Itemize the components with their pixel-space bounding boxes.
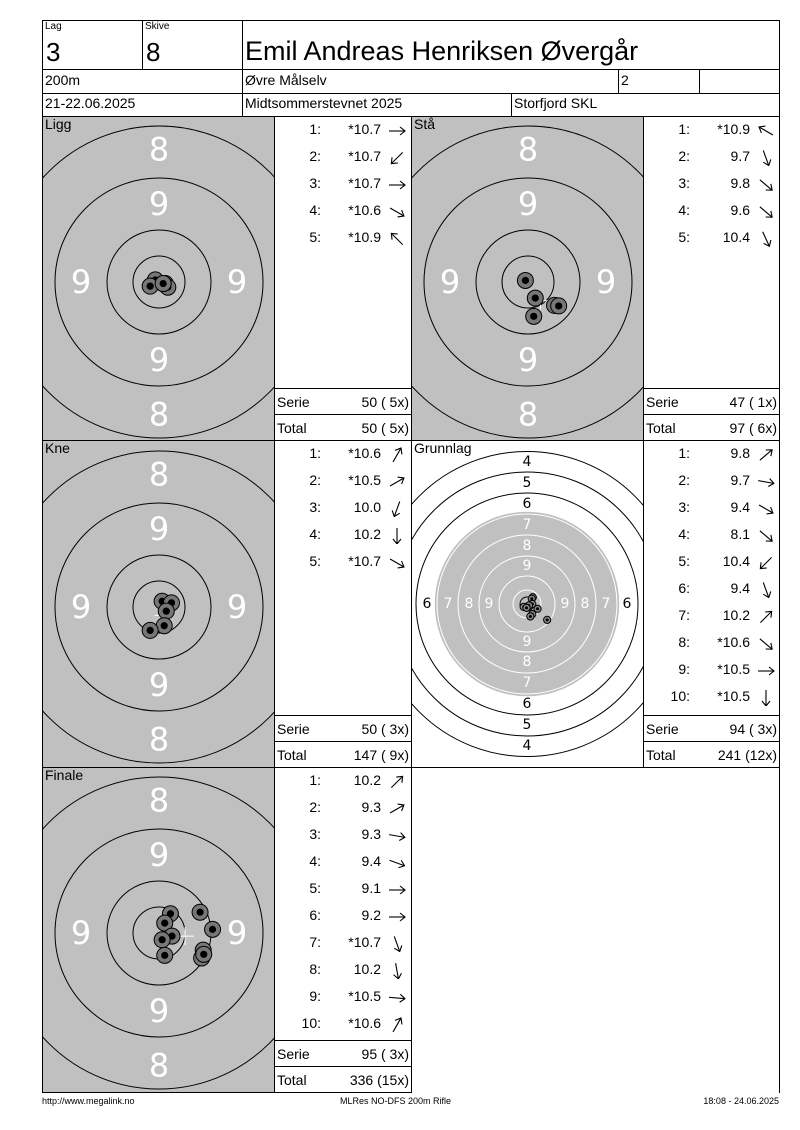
direction-arrow-icon	[387, 123, 407, 139]
ring-label-left-8: 8	[464, 596, 474, 612]
shot-value: *10.9	[348, 229, 381, 245]
staa-shot-row-4	[644, 202, 780, 222]
ring-label-bottom-5: 5	[522, 717, 532, 733]
event-cell	[242, 93, 512, 117]
lag-value: 3	[46, 37, 61, 67]
shot-number: 9:	[309, 988, 321, 1004]
impact-core-10	[200, 951, 207, 958]
shot-number: 4:	[678, 202, 690, 218]
shot-value: 9.4	[361, 853, 381, 869]
ligg-title: Ligg	[45, 116, 72, 132]
ring-label-left-7: 7	[443, 596, 453, 612]
finale-serie-label: Serie	[277, 1046, 310, 1062]
host-cell	[511, 93, 780, 117]
ring-label-9-left: 9	[70, 914, 92, 952]
staa-shot-row-5	[644, 229, 780, 249]
ligg-total-value: 50 ( 5x)	[361, 420, 409, 436]
shot-value: *10.7	[348, 934, 381, 950]
skive-cell	[142, 20, 243, 70]
shot-number: 2:	[309, 148, 321, 164]
direction-arrow-icon	[387, 990, 407, 1006]
kne-shot-row-3	[275, 499, 411, 519]
shot-value: 9.4	[730, 499, 750, 515]
impact-core-2	[147, 283, 154, 290]
direction-arrow-icon	[387, 801, 407, 817]
ring-label-bottom-9: 9	[522, 634, 532, 650]
grunnlag-title: Grunnlag	[414, 440, 472, 456]
kne-shot-row-2	[275, 472, 411, 492]
staa-target-cell	[411, 116, 644, 441]
kne-total-row	[275, 741, 411, 767]
host-club: Storfjord SKL	[514, 95, 598, 111]
finale-shot-row-6	[275, 907, 411, 927]
finale-serie-value: 95 ( 3x)	[361, 1046, 409, 1062]
finale-shot-row-3	[275, 826, 411, 846]
skive-label: Skive	[145, 21, 170, 32]
shot-number: 1:	[678, 121, 690, 137]
grunnlag-total-value: 241 (12x)	[717, 747, 777, 763]
shot-number: 7:	[309, 934, 321, 950]
ligg-shot-row-4	[275, 202, 411, 222]
shot-value: 9.1	[361, 880, 381, 896]
direction-arrow-icon	[756, 177, 776, 193]
shot-number: 4:	[309, 202, 321, 218]
direction-arrow-icon	[756, 528, 776, 544]
finale-shot-row-1	[275, 772, 411, 792]
staa-serie-label: Serie	[646, 394, 679, 410]
impact-core-9	[525, 606, 528, 609]
ring-label-9-right: 9	[226, 914, 248, 952]
direction-arrow-icon	[756, 231, 776, 247]
ring-label-right-6: 6	[622, 596, 632, 612]
ligg-shot-row-3	[275, 175, 411, 195]
ring-label-left-6: 6	[422, 596, 432, 612]
direction-arrow-icon	[756, 204, 776, 220]
ring-label-bottom-4: 4	[522, 738, 532, 754]
shot-value: 9.3	[361, 826, 381, 842]
shot-number: 3:	[309, 175, 321, 191]
shot-number: 9:	[678, 661, 690, 677]
finale-shots-cell	[274, 767, 412, 1093]
shot-value: *10.5	[348, 988, 381, 1004]
shot-number: 5:	[309, 880, 321, 896]
ligg-total-label: Total	[277, 420, 307, 436]
grunnlag-shot-row-8	[644, 634, 780, 654]
shot-value: 10.2	[353, 772, 381, 788]
impact-core-4	[161, 622, 168, 629]
ring-label-9-left: 9	[439, 263, 461, 301]
distance: 200m	[45, 72, 81, 88]
staa-serie-value: 47 ( 1x)	[729, 394, 777, 410]
direction-arrow-icon	[387, 828, 407, 844]
staa-serie-row	[644, 388, 779, 414]
staa-total-row	[644, 414, 779, 440]
direction-arrow-icon	[756, 501, 776, 517]
lag-cell	[42, 20, 143, 70]
shot-value: 9.3	[361, 799, 381, 815]
direction-arrow-icon	[387, 555, 407, 571]
ring-label-right-7: 7	[601, 596, 611, 612]
direction-arrow-icon	[756, 447, 776, 463]
kne-shots-cell	[274, 440, 412, 768]
impact-core-2	[532, 295, 539, 302]
staa-shot-row-1	[644, 121, 780, 141]
impact-core-2	[161, 920, 168, 927]
grunnlag-shot-row-3	[644, 499, 780, 519]
direction-arrow-icon	[756, 582, 776, 598]
grunnlag-shot-row-9	[644, 661, 780, 681]
grunnlag-serie-value: 94 ( 3x)	[729, 721, 777, 737]
ring-label-9-left: 9	[70, 263, 92, 301]
shot-value: 9.8	[730, 445, 750, 461]
ligg-shot-row-5	[275, 229, 411, 249]
shot-number: 10:	[670, 688, 690, 704]
shot-value: 8.1	[730, 526, 750, 542]
extra-cell	[699, 69, 780, 94]
shot-number: 5:	[309, 553, 321, 569]
kne-shot-row-1	[275, 445, 411, 465]
shot-value: 9.7	[730, 472, 750, 488]
footer-software: MLRes NO-DFS 200m Rifle	[340, 1096, 452, 1106]
ring-label-bottom-7: 7	[522, 675, 532, 691]
ring-label-bottom-8: 8	[522, 654, 532, 670]
ring-label-right-8: 8	[580, 596, 590, 612]
impact-core-5	[530, 313, 537, 320]
shot-number: 4:	[309, 853, 321, 869]
grunnlag-serie-row	[644, 715, 779, 741]
ring-label-top-9: 9	[522, 558, 532, 574]
grunnlag-serie-label: Serie	[646, 721, 679, 737]
ring-label-9-right: 9	[226, 588, 248, 626]
shot-value: 9.8	[730, 175, 750, 191]
shot-number: 1:	[309, 445, 321, 461]
impact-core-2	[530, 597, 533, 600]
ligg-shot-row-1	[275, 121, 411, 141]
shot-value: 9.2	[361, 907, 381, 923]
direction-arrow-icon	[756, 663, 776, 679]
direction-arrow-icon	[387, 474, 407, 490]
shot-value: *10.7	[348, 121, 381, 137]
shot-number: 7:	[678, 607, 690, 623]
shot-number: 3:	[309, 499, 321, 515]
impact-core-6	[196, 909, 203, 916]
shot-value: 9.7	[730, 148, 750, 164]
finale-target-cell	[42, 767, 275, 1093]
impact-core-10	[546, 618, 549, 621]
footer-url[interactable]: http://www.megalink.no	[42, 1096, 135, 1106]
staa-shot-row-3	[644, 175, 780, 195]
direction-arrow-icon	[387, 774, 407, 790]
finale-total-label: Total	[277, 1072, 307, 1088]
impact-core-3	[163, 608, 170, 615]
shot-value: *10.5	[717, 688, 750, 704]
impact-core-8	[529, 615, 532, 618]
shot-number: 3:	[309, 826, 321, 842]
shot-value: 10.2	[353, 961, 381, 977]
direction-arrow-icon	[387, 963, 407, 979]
shot-value: 9.4	[730, 580, 750, 596]
direction-arrow-icon	[756, 474, 776, 490]
shot-number: 2:	[678, 472, 690, 488]
direction-arrow-icon	[387, 936, 407, 952]
date-cell	[42, 93, 243, 117]
shot-value: *10.9	[717, 121, 750, 137]
ring-label-9-bottom: 9	[517, 341, 539, 379]
ring-label-9-bottom: 9	[148, 341, 170, 379]
impact-core-6	[536, 607, 539, 610]
ring-label-8-bottom: 8	[148, 1046, 170, 1085]
shot-value: *10.6	[348, 202, 381, 218]
ligg-total-row	[275, 414, 411, 440]
finale-shot-row-10	[275, 1015, 411, 1035]
kne-serie-label: Serie	[277, 721, 310, 737]
ring-label-top-7: 7	[522, 517, 532, 533]
staa-title: Stå	[414, 116, 436, 132]
footer-timestamp: 18:08 - 24.06.2025	[703, 1096, 779, 1106]
shot-value: *10.7	[348, 553, 381, 569]
ring-label-top-4: 4	[522, 454, 532, 470]
shot-value: 10.4	[722, 229, 750, 245]
grunnlag-shot-row-1	[644, 445, 780, 465]
shot-number: 8:	[678, 634, 690, 650]
ring-label-9-bottom: 9	[148, 666, 170, 704]
shooter-name-cell	[242, 20, 780, 70]
direction-arrow-icon	[387, 150, 407, 166]
grunnlag-shot-row-2	[644, 472, 780, 492]
staa-shots-cell	[643, 116, 780, 441]
shot-value: 10.4	[722, 553, 750, 569]
impact-core-5	[160, 280, 167, 287]
direction-arrow-icon	[756, 690, 776, 706]
ring-label-8-top: 8	[148, 130, 170, 169]
shot-value: 9.6	[730, 202, 750, 218]
direction-arrow-icon	[387, 177, 407, 193]
ligg-serie-row	[275, 388, 411, 414]
kne-shot-row-4	[275, 526, 411, 546]
ring-label-left-9: 9	[484, 596, 494, 612]
staa-shot-row-2	[644, 148, 780, 168]
skive-value: 8	[146, 37, 161, 67]
lag-label: Lag	[45, 21, 62, 32]
shot-number: 2:	[678, 148, 690, 164]
ring-label-bottom-6: 6	[522, 696, 532, 712]
shot-value: *10.6	[348, 445, 381, 461]
finale-shot-row-9	[275, 988, 411, 1008]
shot-number: 2:	[309, 799, 321, 815]
kne-target-cell	[42, 440, 275, 768]
kne-target	[43, 441, 274, 767]
shot-value: 10.2	[722, 607, 750, 623]
direction-arrow-icon	[756, 636, 776, 652]
ligg-shots-cell	[274, 116, 412, 441]
ring-label-8-bottom: 8	[517, 395, 539, 434]
direction-arrow-icon	[387, 1017, 407, 1033]
ring-label-8-bottom: 8	[148, 395, 170, 434]
empty-area	[411, 767, 780, 1093]
club-cell	[242, 69, 619, 94]
finale-title: Finale	[45, 767, 84, 783]
ring-label-8-bottom: 8	[148, 720, 170, 759]
grunnlag-shots-cell	[643, 440, 780, 768]
impact-core-4	[159, 936, 166, 943]
kne-total-label: Total	[277, 747, 307, 763]
shot-number: 10:	[301, 1015, 321, 1031]
ligg-shot-row-2	[275, 148, 411, 168]
kne-title: Kne	[45, 440, 70, 456]
finale-shot-row-7	[275, 934, 411, 954]
ring-label-right-9: 9	[560, 596, 570, 612]
grunnlag-target-cell	[411, 440, 644, 768]
direction-arrow-icon	[387, 204, 407, 220]
shot-number: 4:	[678, 526, 690, 542]
shot-value: 10.0	[353, 499, 381, 515]
finale-total-value: 336 (15x)	[349, 1072, 409, 1088]
ring-label-9-top: 9	[148, 510, 170, 548]
ring-label-9-right: 9	[595, 263, 617, 301]
ligg-serie-value: 50 ( 5x)	[361, 394, 409, 410]
grunnlag-shot-row-5	[644, 553, 780, 573]
direction-arrow-icon	[756, 609, 776, 625]
shot-value: *10.7	[348, 148, 381, 164]
impact-core-7	[209, 926, 216, 933]
shot-value: 10.2	[353, 526, 381, 542]
ring-label-9-bottom: 9	[148, 992, 170, 1030]
shot-number: 4:	[309, 526, 321, 542]
finale-shot-row-5	[275, 880, 411, 900]
ring-label-9-top: 9	[148, 836, 170, 874]
shot-number: 8:	[309, 961, 321, 977]
ring-label-9-top: 9	[148, 185, 170, 223]
ligg-serie-label: Serie	[277, 394, 310, 410]
shot-value: *10.5	[348, 472, 381, 488]
shooter-name: Emil Andreas Henriksen Øvergår	[245, 36, 639, 66]
ligg-target	[43, 117, 274, 440]
direction-arrow-icon	[387, 501, 407, 517]
shot-number: 6:	[678, 580, 690, 596]
grunnlag-total-label: Total	[646, 747, 676, 763]
shot-number: 1:	[678, 445, 690, 461]
ring-label-9-top: 9	[517, 185, 539, 223]
direction-arrow-icon	[387, 882, 407, 898]
kne-shot-row-5	[275, 553, 411, 573]
ring-label-top-6: 6	[522, 496, 532, 512]
shot-number: 5:	[678, 229, 690, 245]
shot-number: 1:	[309, 772, 321, 788]
staa-total-value: 97 ( 6x)	[729, 420, 777, 436]
direction-arrow-icon	[387, 231, 407, 247]
grunnlag-target	[412, 441, 643, 767]
kne-serie-row	[275, 715, 411, 741]
finale-target	[43, 768, 274, 1092]
impact-core-4	[555, 302, 562, 309]
finale-shot-row-2	[275, 799, 411, 819]
ligg-target-cell	[42, 116, 275, 441]
distance-cell	[42, 69, 243, 94]
impact-core-5	[161, 952, 168, 959]
direction-arrow-icon	[387, 528, 407, 544]
finale-shot-row-8	[275, 961, 411, 981]
shot-value: *10.7	[348, 175, 381, 191]
shot-number: 5:	[309, 229, 321, 245]
event-date: 21-22.06.2025	[45, 95, 136, 111]
direction-arrow-icon	[387, 909, 407, 925]
shot-number: 6:	[309, 907, 321, 923]
shot-value: *10.5	[717, 661, 750, 677]
grunnlag-shot-row-6	[644, 580, 780, 600]
shot-number: 2:	[309, 472, 321, 488]
shot-number: 3:	[678, 499, 690, 515]
ring-label-9-left: 9	[70, 588, 92, 626]
ring-label-8-top: 8	[517, 130, 539, 169]
kne-serie-value: 50 ( 3x)	[361, 721, 409, 737]
grunnlag-shot-row-7	[644, 607, 780, 627]
shot-number: 3:	[678, 175, 690, 191]
direction-arrow-icon	[387, 447, 407, 463]
shot-value: *10.6	[717, 634, 750, 650]
shot-number: 5:	[678, 553, 690, 569]
direction-arrow-icon	[387, 855, 407, 871]
finale-total-row	[275, 1066, 411, 1092]
shot-number: 1:	[309, 121, 321, 137]
ring-label-9-right: 9	[226, 263, 248, 301]
impact-core-1	[522, 277, 529, 284]
kne-total-value: 147 ( 9x)	[353, 747, 409, 763]
direction-arrow-icon	[756, 123, 776, 139]
finale-shot-row-4	[275, 853, 411, 873]
event-name: Midtsommerstevnet 2025	[245, 95, 403, 111]
klasse-cell	[618, 69, 700, 94]
staa-target	[412, 117, 643, 440]
ring-label-top-8: 8	[522, 538, 532, 554]
impact-core-5	[147, 627, 154, 634]
ring-label-top-5: 5	[522, 475, 532, 491]
grunnlag-total-row	[644, 741, 779, 767]
ring-label-8-top: 8	[148, 455, 170, 494]
finale-serie-row	[275, 1040, 411, 1066]
direction-arrow-icon	[756, 150, 776, 166]
direction-arrow-icon	[756, 555, 776, 571]
staa-total-label: Total	[646, 420, 676, 436]
club-name: Øvre Målselv	[245, 72, 327, 88]
klasse: 2	[621, 72, 629, 88]
grunnlag-shot-row-10	[644, 688, 780, 708]
shot-value: *10.6	[348, 1015, 381, 1031]
ring-label-8-top: 8	[148, 781, 170, 820]
grunnlag-shot-row-4	[644, 526, 780, 546]
